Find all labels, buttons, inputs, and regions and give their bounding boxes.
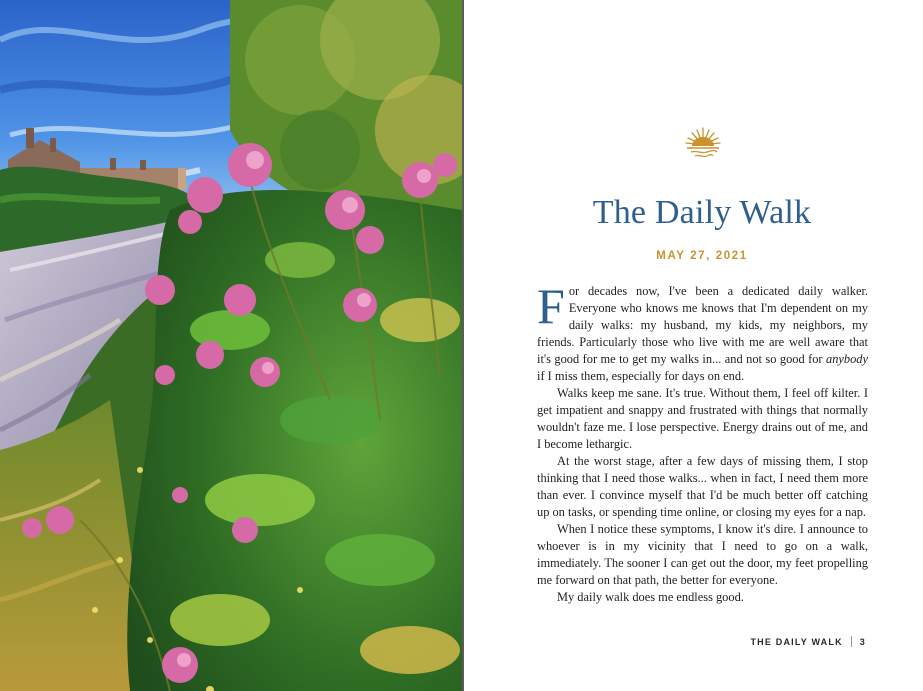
page-number: 3 [859, 636, 866, 647]
chapter-body [537, 278, 868, 606]
paragraph-1-lead: or decades now, I've been a dedicated daily walker. Everyone who knows me knows that I'm dependent on my daily walks: my husband, my kids, my neighbors, my friends. Particularly those who live with me are well aware that it's good for me to get my walks in... and not so good for [537, 284, 868, 366]
paragraph-4: When I notice these symptoms, I know it's dire. I announce to whoever is in my vicinity that I need to go on a walk, immediately. The sooner I can get out the door, my feet propelling me forward on that path, the better for everyone. [537, 522, 868, 587]
paragraph-1-tail: if I miss them, especially for days on end. [537, 369, 745, 383]
running-head: THE DAILY WALK [750, 636, 843, 647]
paragraph-5: My daily walk does me endless good. [557, 590, 744, 604]
paragraph-2: Walks keep me sane. It's true. Without them, I feel off kilter. I get impatient and snappy and frustrated with things that normally wouldn't faze me. I lose perspective. Energy drains out of me, and I become lethargic. [537, 386, 868, 451]
chapter-title: The Daily Walk [592, 194, 812, 231]
paragraph-1-emphasis: anybody [826, 352, 868, 366]
chapter-date: MAY 27, 2021 [656, 250, 748, 262]
paragraph-1 [537, 278, 868, 385]
sunburst-ornament-icon [683, 125, 723, 163]
footer-separator [851, 636, 852, 647]
page-footer [750, 636, 866, 647]
drop-cap: F [537, 278, 565, 334]
text-page [464, 0, 923, 691]
paragraph-3: At the worst stage, after a few days of missing them, I stop thinking that I need those walks... when in fact, I need them more than ever. I convince myself that I'd be much better off catching up on tasks, or spending time online, or closing my eyes for a nap. [537, 454, 868, 519]
